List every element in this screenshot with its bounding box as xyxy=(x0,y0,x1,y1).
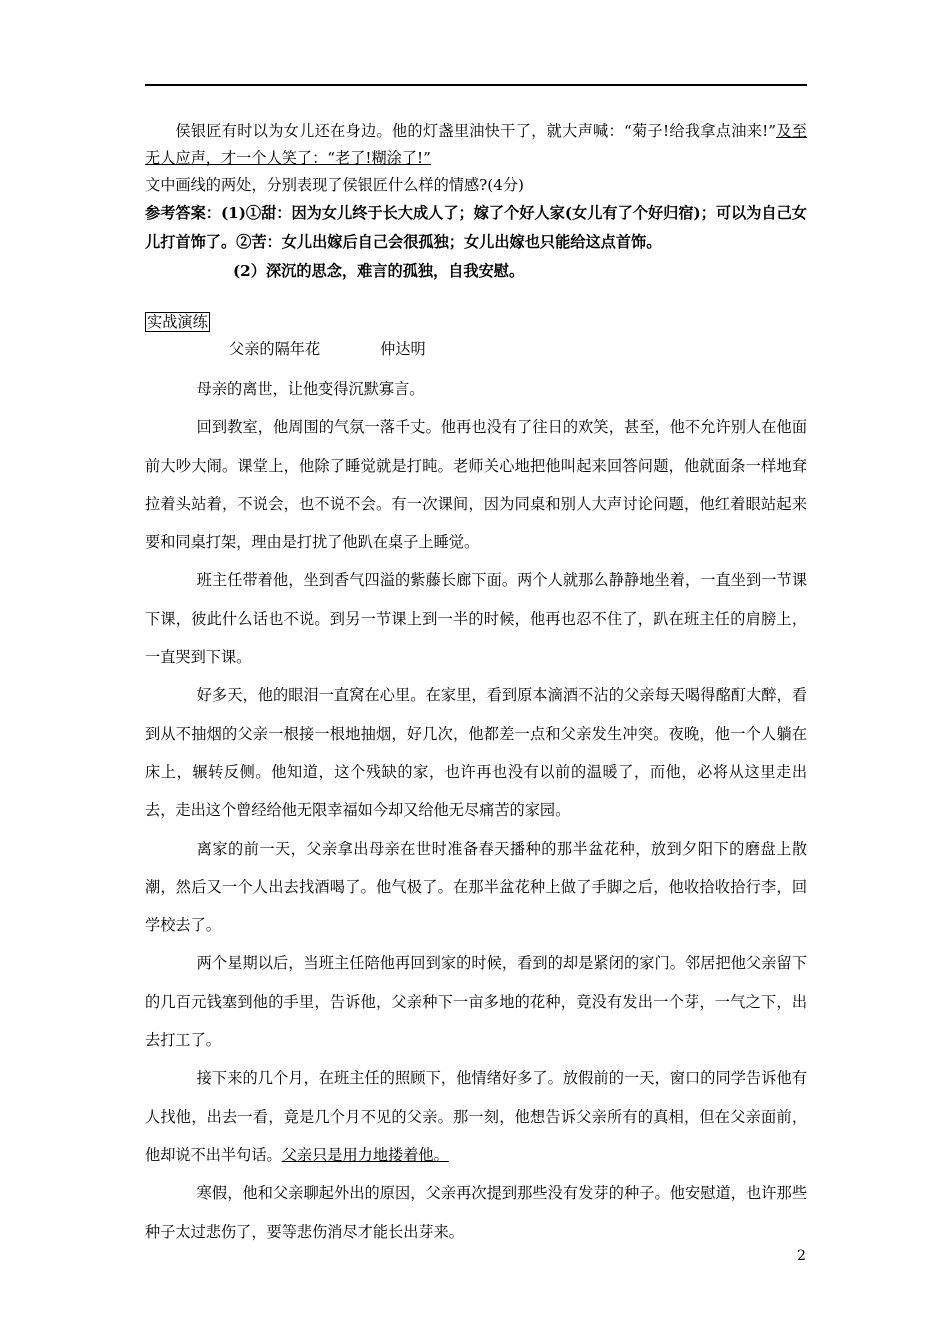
page-number: 2 xyxy=(797,1248,806,1264)
intro-underlined-text: 及至无人应声，才一个人笑了：“老了!糊涂了!” xyxy=(145,122,807,167)
question: 文中画线的两处，分别表现了侯银匠什么样的情感?(4分) xyxy=(145,176,524,194)
paragraph: 班主任带着他，坐到香气四溢的紫藤长廊下面。两个人就那么静静地坐着，一直坐到一节课下课，彼此什么话也不说。到另一节课上到一半的时候，他再也忍不住了，趴在班主任的肩膀上，一直哭到下课。 xyxy=(145,571,807,667)
paragraph xyxy=(145,1059,807,1174)
paragraph: 回到教室，他周围的气氛一落千丈。他再也没有了往日的欢笑，甚至，他不允许别人在他面前大吵大闹。课堂上，他除了睡觉就是打盹。老师关心地把他叫起来回答问题，他就面条一样地耷拉着头站着，不说会，也不说不会。有一次课间，因为同桌和别人大声讨论问题，他红着眼站起来要和同桌打架，理由是打扰了他趴在桌子上睡觉。 xyxy=(145,418,807,552)
intro-text: 侯银匠有时以为女儿还在身边。他的灯盏里油快干了，就大声喊：“菊子!给我拿点油来!” xyxy=(175,122,777,140)
section-heading xyxy=(145,310,807,334)
document-page xyxy=(145,118,807,1251)
paragraph: 两个星期以后，当班主任陪他再回到家的时候，看到的却是紧闭的家门。邻居把他父亲留下的几百元钱塞到他的手里，告诉他，父亲种下一亩多地的花种，竟没有发出一个芽，一气之下，出去打工了。 xyxy=(145,954,807,1050)
intro-passage xyxy=(145,118,807,172)
paragraph-text: 接下来的几个月，在班主任的照顾下，他情绪好多了。放假前的一天，窗口的同学告诉他有人找他，出去一看，竟是几个月不见的父亲。那一刻，他想告诉父亲所有的真相，但在父亲面前，他却说不出半句话。 xyxy=(145,1069,807,1164)
header-rule xyxy=(145,84,807,86)
article-body xyxy=(145,370,807,1251)
paragraph: 离家的前一天，父亲拿出母亲在世时准备春天播种的那半盆花种，放到夕阳下的磨盘上散潮，然后又一个人出去找酒喝了。他气极了。在那半盆花种上做了手脚之后，他收拾收拾行李，回学校去了。 xyxy=(145,839,807,935)
paragraph: 母亲的离世，让他变得沉默寡言。 xyxy=(196,380,425,398)
article-title: 父亲的隔年花 xyxy=(229,340,321,358)
article-heading xyxy=(145,334,807,364)
underlined-sentence: 父亲只是用力地搂着他。 xyxy=(281,1145,449,1164)
answer-part-2: (2）深沉的思念，难言的孤独，自我安慰。 xyxy=(233,262,525,280)
paragraph: 好多天，他的眼泪一直窝在心里。在家里，看到原本滴酒不沾的父亲每天喝得酩酊大醉，看到从不抽烟的父亲一根接一根地抽烟，好几次，他都差一点和父亲发生冲突。夜晚，他一个人躺在床上，辗转反侧。他知道，这个残缺的家，也许再也没有以前的温暖了，而他，必将从这里走出去，走出这个曾经给他无限幸福如今却又给他无尽痛苦的家园。 xyxy=(145,686,807,820)
section-label: 实战演练 xyxy=(147,313,208,331)
paragraph: 寒假，他和父亲聊起外出的原因，父亲再次提到那些没有发芽的种子。他安慰道，也许那些种子太过悲伤了，要等悲伤消尽才能长出芽来。 xyxy=(145,1184,807,1241)
article-author: 仲达明 xyxy=(380,340,426,358)
answer-part-1: 参考答案：(1)①甜：因为女儿终于长大成人了；嫁了个好人家(女儿有了个好归宿)；可以为自己女儿打首饰了。②苦：女儿出嫁后自己会很孤独；女儿出嫁也只能给这点首饰。 xyxy=(145,204,807,251)
